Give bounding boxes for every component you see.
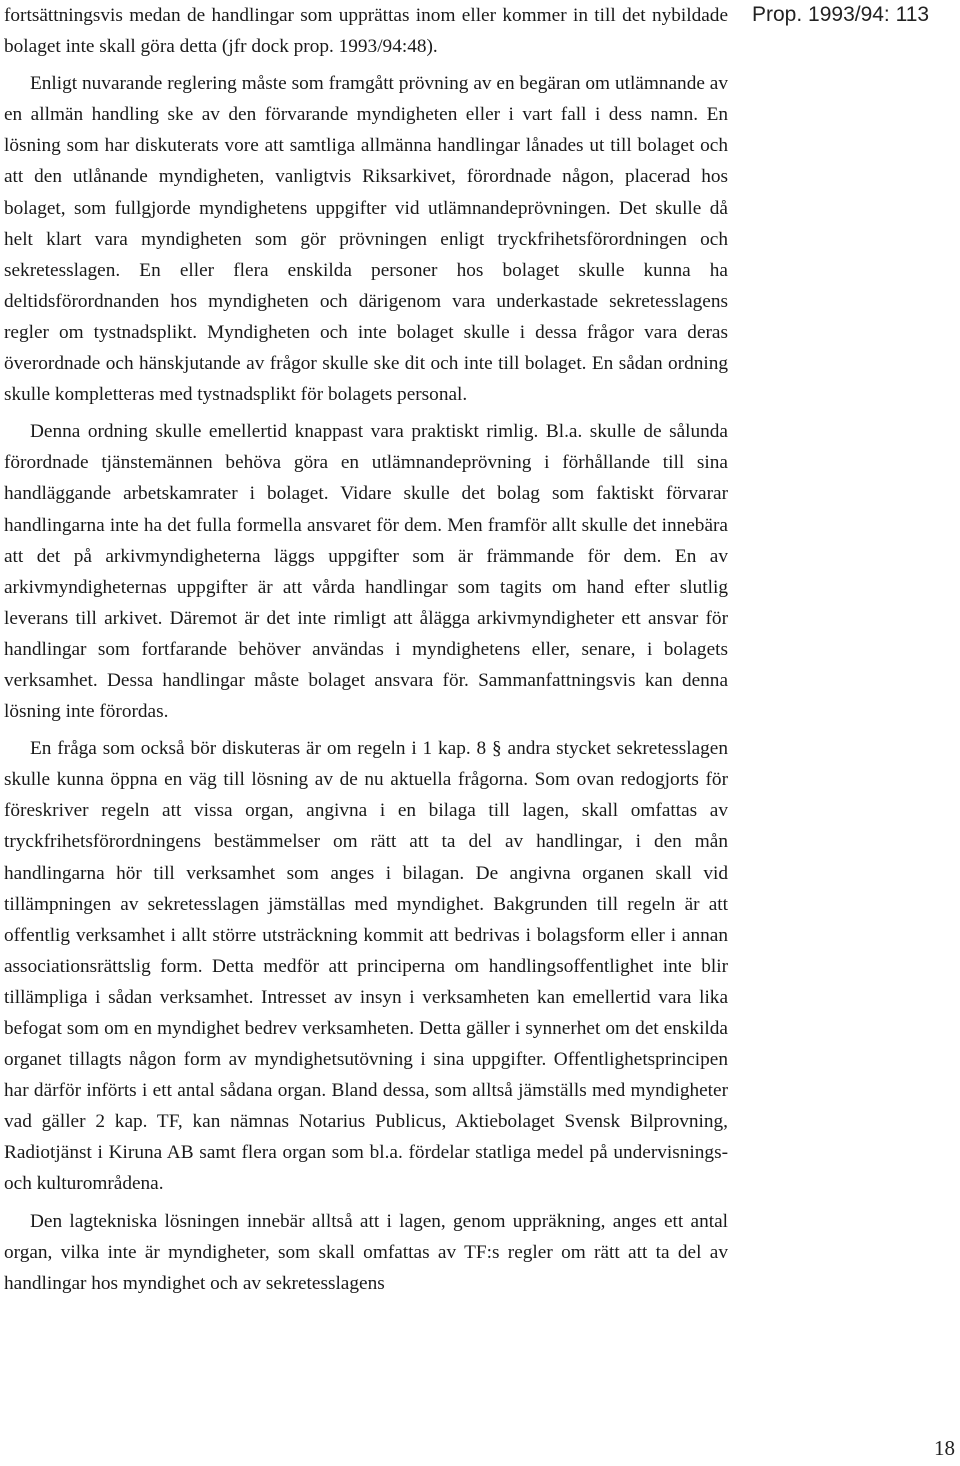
page-number: 18 (934, 1436, 955, 1460)
paragraph-practicality: Denna ordning skulle emellertid knappast vara praktiskt rimlig. Bl.a. skulle de sålunda förordnade tjänstemännen behöva göra en utlämnandeprövning i förhållande till sina handläggande arbetskamrater i bolaget. Vidare skulle det bolag som faktiskt förvarar handlingarna inte ha det fulla formella ansvaret för dem. Men framför allt skulle det innebära att det på arkivmyndigheterna läggs uppgifter som är främmande för dem. En av arkivmyndigheternas uppgifter är att vårda handlingar som tagits om hand efter slutlig leverans till arkivet. Däremot är det inte rimligt att ålägga arkivmyndigheter ett ansvar för handlingar som fortfarande behöver användas i myndighetens eller, senare, i bolagets verksamhet. Dessa handlingar måste bolaget ansvara för. Sammanfattningsvis kan denna lösning inte förordas. (4, 421, 728, 723)
paragraph-legal-technical-solution: Den lagtekniska lösningen innebär alltså att i lagen, genom uppräkning, anges ett antal organ, vilka inte är myndigheter, som skall omfattas av TF:s regler om rätt att ta del av handlingar hos myndighet och av sekretesslagens (4, 1210, 728, 1294)
paragraph-current-regulation: Enligt nuvarande reglering måste som framgått prövning av en begäran om utlämnande av en allmän handling ske av den förvarande myndigheten eller i vart fall i dess namn. En lösning som har diskuterats vore att samtliga allmänna handlingar lånades ut till bolaget och att den utlånande myndigheten, vanligtvis Riksarkivet, förordnade någon, placerad hos bolaget, som fullgjorde myndighetens uppgifter vid utlämnandeprövningen. Det skulle då helt klart vara myndigheten som gör prövningen enligt tryckfrihetsförordningen och sekretesslagen. En eller flera enskilda personer hos bolaget skulle kunna ha deltidsförordnanden hos myndigheten och därigenom vara underkastade sekretesslagens regler om tystnadsplikt. Myndigheten och inte bolaget skulle i dessa frågor vara deras överordnade och hänskjutande av frågor skulle ske dit och inte till bolaget. En sådan ordning skulle kompletteras med tystnadsplikt för bolagets personal. (4, 73, 728, 406)
paragraph-secrecy-act-rule: En fråga som också bör diskuteras är om regeln i 1 kap. 8 § andra stycket sekretesslagen skulle kunna öppna en väg till lösning av de nu aktuella frågorna. Som ovan redogjorts för föreskriver regeln att vissa organ, angivna i en bilaga till lagen, skall omfattas av tryckfrihetsförordningens bestämmelser om rätt att ta del av handlingar, i den mån handlingarna hör till verksamhet som anges i bilagan. De angivna organen skall vid tillämpningen av sekretesslagen jämställas med myndighet. Bakgrunden till regeln är att offentlig verksamhet i allt större utsträckning kommit att bedrivas i bolagsform eller i annan associationsrättslig form. Detta medför att principerna om handlingsoffentlighet inte blir tillämpliga i sådan verksamhet. Intresset av insyn i verksamheten kan emellertid vara lika befogat som om en myndighet bedrev verksamheten. Detta gäller i synnerhet om det enskilda organet tillagts någon form av myndighetsutövning i sina uppgifter. Offentlighetsprincipen har därför införts i ett antal sådana organ. Bland dessa, som alltså jämställs med myndigheter vad gäller 2 kap. TF, kan nämnas Notarius Publicus, Aktiebolaget Svensk Bilprovning, Radiotjänst i Kiruna AB samt flera organ som bl.a. fördelar statliga medel på undervisnings- och kulturområdena. (4, 738, 728, 1195)
paragraph-continuation: fortsättningsvis medan de handlingar som upprättas inom eller kommer in till det nybildade bolaget inte skall göra detta (jfr dock prop. 1993/94:48). (4, 5, 728, 58)
body-text (4, 0, 728, 1305)
document-reference: Prop. 1993/94: 113 (752, 3, 930, 26)
